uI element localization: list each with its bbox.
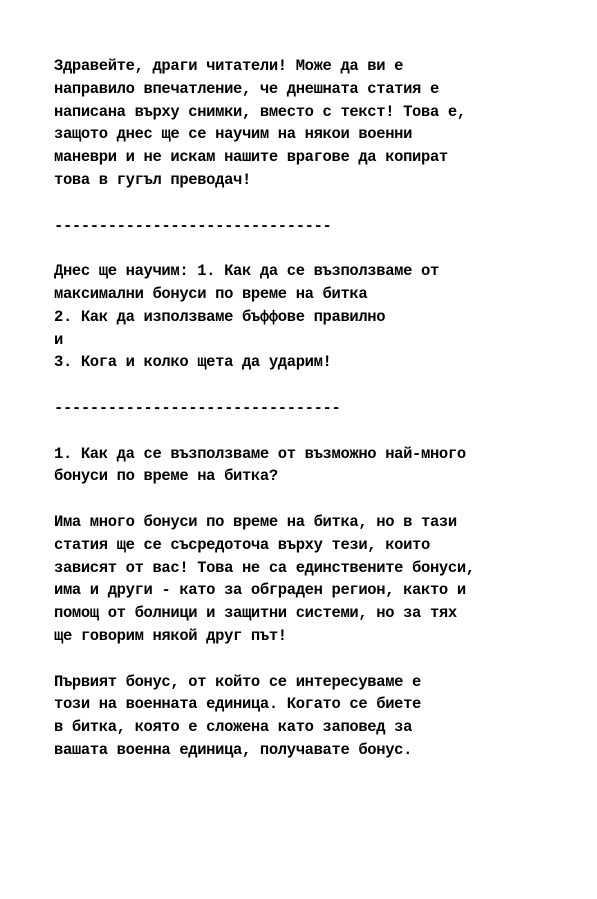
text-line: в битка, която е сложена като заповед за (54, 718, 413, 737)
separator-line: -------------------------------- (54, 398, 341, 417)
text-line: 3. Кога и колко щета да ударим! (54, 353, 332, 372)
text-line: този на военната единица. Когато се биете (54, 695, 422, 714)
text-line: Първият бонус, от който се интересуваме е (54, 672, 422, 691)
intro-paragraph (54, 55, 594, 192)
spacer (54, 648, 594, 671)
spacer (54, 237, 594, 260)
text-line: Здравейте, драги читатели! Може да ви е (54, 57, 404, 75)
article-body (54, 55, 594, 762)
text-line: зависят от вас! Това не са единствените бонуси, (54, 558, 475, 577)
text-line: и (54, 330, 63, 349)
text-line: има и други - като за обграден регион, както и (54, 581, 466, 600)
text-line: вашата военна единица, получавате бонус. (54, 740, 413, 759)
text-line: написана върху снимки, вместо с текст! Това е, (54, 102, 466, 121)
section-paragraph (54, 511, 594, 648)
text-line: 2. Как да използваме бъффове правилно (54, 307, 386, 326)
text-line: статия ще се съсредоточа върху тези, които (54, 535, 430, 554)
text-line: Има много бонуси по време на битка, но в тази (54, 512, 457, 531)
spacer (54, 374, 594, 397)
text-line: защото днес ще се научим на някои военни (54, 125, 413, 144)
text-line: това в гугъл преводач! (54, 170, 251, 189)
text-line: Днес ще научим: 1. Как да се възползваме от (54, 262, 439, 281)
section-paragraph (54, 671, 594, 762)
text-line: ще говорим някой друг път! (54, 626, 287, 645)
spacer (54, 420, 594, 443)
section-heading (54, 443, 594, 489)
spacer (54, 488, 594, 511)
agenda-paragraph (54, 260, 594, 374)
separator-line: ------------------------------- (54, 216, 332, 235)
text-line: маневри и не искам нашите врагове да копират (54, 148, 448, 167)
text-line: бонуси по време на битка? (54, 467, 278, 486)
text-line: 1. Как да се възползваме от възможно най-много (54, 444, 466, 463)
spacer (54, 192, 594, 215)
text-line: направило впечатление, че днешната статия е (54, 79, 439, 98)
text-line: максимални бонуси по време на битка (54, 284, 368, 303)
text-line: помощ от болници и защитни системи, но за тях (54, 604, 457, 623)
